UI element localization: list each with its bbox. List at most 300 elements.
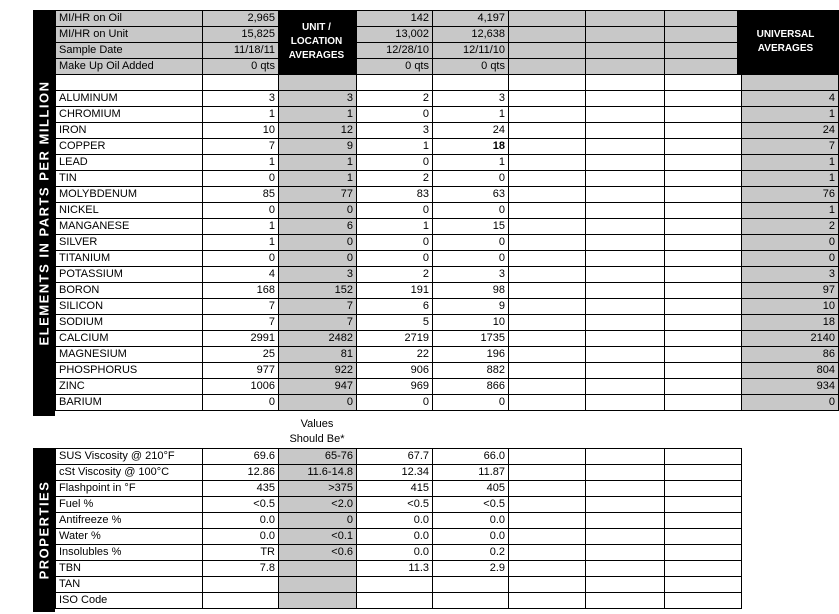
element-name: POTASSIUM (56, 267, 203, 283)
element-name: SILVER (56, 235, 203, 251)
element-name: MANGANESE (56, 219, 203, 235)
property-value-col3: 0.0 (357, 529, 433, 545)
header-empty-col6 (586, 43, 665, 59)
element-value-col1: 3 (203, 91, 279, 107)
element-universal-average: 0 (742, 251, 839, 267)
header-value-col4: 12/11/10 (433, 43, 509, 59)
element-value-col1: 4 (203, 267, 279, 283)
element-universal-average: 1 (742, 155, 839, 171)
header-value-col1: 0 qts (203, 59, 279, 75)
element-empty-col7 (665, 315, 742, 331)
element-empty-col7 (665, 123, 742, 139)
element-unit-average: 81 (279, 347, 357, 363)
element-empty-col6 (586, 315, 665, 331)
property-name: Antifreeze % (56, 513, 203, 529)
element-name: SODIUM (56, 315, 203, 331)
element-unit-average: 2482 (279, 331, 357, 347)
element-universal-average: 0 (742, 395, 839, 411)
header-row-label: MI/HR on Unit (56, 27, 203, 43)
element-universal-average: 86 (742, 347, 839, 363)
element-value-col3: 191 (357, 283, 433, 299)
property-value-col1: 7.8 (203, 561, 279, 577)
element-value-col1: 7 (203, 299, 279, 315)
element-value-col4: 24 (433, 123, 509, 139)
spacer-cell (56, 75, 203, 91)
property-name: Flashpoint in °F (56, 481, 203, 497)
spacer-cell (433, 75, 509, 91)
property-value-col1: 12.86 (203, 465, 279, 481)
element-name: NICKEL (56, 203, 203, 219)
property-name: ISO Code (56, 593, 203, 609)
properties-table (55, 448, 742, 609)
property-empty-col7 (665, 513, 742, 529)
element-empty-col5 (509, 123, 586, 139)
property-value-col4: 0.0 (433, 529, 509, 545)
property-value-col4 (433, 593, 509, 609)
element-empty-col6 (586, 91, 665, 107)
element-unit-average: 947 (279, 379, 357, 395)
element-value-col4: 3 (433, 267, 509, 283)
element-empty-col5 (509, 299, 586, 315)
values-note-line-1: Values (300, 418, 334, 430)
element-unit-average: 7 (279, 299, 357, 315)
element-empty-col7 (665, 139, 742, 155)
element-empty-col7 (665, 203, 742, 219)
property-empty-col7 (665, 593, 742, 609)
element-empty-col7 (665, 363, 742, 379)
element-name: MAGNESIUM (56, 347, 203, 363)
element-universal-average: 97 (742, 283, 839, 299)
header-empty-col5 (509, 27, 586, 43)
element-empty-col5 (509, 347, 586, 363)
header-value-col4: 0 qts (433, 59, 509, 75)
property-empty-col5 (509, 449, 586, 465)
element-name: ZINC (56, 379, 203, 395)
element-empty-col7 (665, 187, 742, 203)
element-value-col4: 0 (433, 171, 509, 187)
property-empty-col5 (509, 529, 586, 545)
element-universal-average: 4 (742, 91, 839, 107)
element-empty-col5 (509, 203, 586, 219)
element-empty-col5 (509, 379, 586, 395)
property-should-be (279, 577, 357, 593)
element-value-col3: 22 (357, 347, 433, 363)
header-empty-col7 (665, 27, 742, 43)
element-empty-col6 (586, 331, 665, 347)
property-value-col4: 0.0 (433, 513, 509, 529)
header-empty-col7 (665, 43, 742, 59)
element-value-col1: 2991 (203, 331, 279, 347)
elements-table (55, 10, 839, 411)
element-empty-col5 (509, 267, 586, 283)
property-empty-col5 (509, 513, 586, 529)
element-value-col4: 866 (433, 379, 509, 395)
property-should-be (279, 561, 357, 577)
element-universal-average: 10 (742, 299, 839, 315)
property-value-col1: TR (203, 545, 279, 561)
property-should-be: <2.0 (279, 497, 357, 513)
element-value-col3: 0 (357, 203, 433, 219)
element-unit-average: 1 (279, 107, 357, 123)
property-value-col3 (357, 593, 433, 609)
header-empty-col6 (586, 27, 665, 43)
property-empty-col6 (586, 561, 665, 577)
property-value-col1: 0.0 (203, 529, 279, 545)
element-value-col4: 196 (433, 347, 509, 363)
element-empty-col5 (509, 219, 586, 235)
element-name: BARIUM (56, 395, 203, 411)
element-empty-col6 (586, 219, 665, 235)
element-universal-average: 7 (742, 139, 839, 155)
element-universal-average: 1 (742, 171, 839, 187)
property-value-col3: 415 (357, 481, 433, 497)
element-value-col3: 969 (357, 379, 433, 395)
element-empty-col6 (586, 267, 665, 283)
property-should-be: 65-76 (279, 449, 357, 465)
element-empty-col5 (509, 283, 586, 299)
header-empty-col5 (509, 43, 586, 59)
universal-header-line-1: UNIVERSAL (756, 29, 815, 40)
property-name: Insolubles % (56, 545, 203, 561)
element-universal-average: 934 (742, 379, 839, 395)
element-empty-col5 (509, 331, 586, 347)
element-value-col3: 2 (357, 171, 433, 187)
spacer-cell (357, 75, 433, 91)
header-row-label: Make Up Oil Added (56, 59, 203, 75)
element-unit-average: 0 (279, 251, 357, 267)
element-value-col4: 10 (433, 315, 509, 331)
property-empty-col5 (509, 481, 586, 497)
element-value-col1: 1 (203, 235, 279, 251)
element-value-col4: 882 (433, 363, 509, 379)
element-value-col3: 0 (357, 107, 433, 123)
element-empty-col7 (665, 267, 742, 283)
properties-sidebar (33, 448, 55, 612)
element-value-col3: 1 (357, 219, 433, 235)
property-value-col4 (433, 577, 509, 593)
element-value-col1: 1006 (203, 379, 279, 395)
element-universal-average: 76 (742, 187, 839, 203)
element-empty-col5 (509, 395, 586, 411)
element-empty-col5 (509, 235, 586, 251)
property-empty-col6 (586, 593, 665, 609)
unit-header-line-2: LOCATION (290, 36, 343, 47)
property-value-col3: 0.0 (357, 545, 433, 561)
element-value-col3: 0 (357, 251, 433, 267)
property-value-col3 (357, 577, 433, 593)
header-empty-col7 (665, 11, 742, 27)
element-name: ALUMINUM (56, 91, 203, 107)
property-empty-col5 (509, 561, 586, 577)
header-value-col1: 11/18/11 (203, 43, 279, 59)
properties-title: PROPERTIES (36, 480, 52, 580)
element-unit-average: 12 (279, 123, 357, 139)
element-unit-average: 6 (279, 219, 357, 235)
property-empty-col7 (665, 465, 742, 481)
element-empty-col7 (665, 91, 742, 107)
property-should-be: 0 (279, 513, 357, 529)
property-value-col3: 11.3 (357, 561, 433, 577)
property-empty-col6 (586, 449, 665, 465)
property-empty-col7 (665, 577, 742, 593)
element-universal-average: 18 (742, 315, 839, 331)
property-name: Fuel % (56, 497, 203, 513)
property-name: Water % (56, 529, 203, 545)
element-unit-average: 3 (279, 267, 357, 283)
element-empty-col6 (586, 107, 665, 123)
header-value-col4: 4,197 (433, 11, 509, 27)
property-value-col4: <0.5 (433, 497, 509, 513)
element-value-col1: 7 (203, 315, 279, 331)
spacer-cell (279, 75, 357, 91)
property-empty-col7 (665, 561, 742, 577)
element-unit-average: 0 (279, 395, 357, 411)
element-empty-col7 (665, 235, 742, 251)
element-empty-col6 (586, 171, 665, 187)
property-value-col4: 66.0 (433, 449, 509, 465)
property-empty-col6 (586, 545, 665, 561)
element-name: PHOSPHORUS (56, 363, 203, 379)
element-empty-col7 (665, 107, 742, 123)
header-empty-col5 (509, 11, 586, 27)
element-empty-col5 (509, 91, 586, 107)
element-empty-col6 (586, 123, 665, 139)
element-value-col4: 15 (433, 219, 509, 235)
header-empty-col7 (665, 59, 742, 75)
property-empty-col6 (586, 577, 665, 593)
element-name: COPPER (56, 139, 203, 155)
element-empty-col7 (665, 219, 742, 235)
element-value-col1: 10 (203, 123, 279, 139)
property-value-col3: 0.0 (357, 513, 433, 529)
element-unit-average: 1 (279, 155, 357, 171)
universal-header-line-2: AVERAGES (757, 43, 814, 54)
property-should-be: <0.1 (279, 529, 357, 545)
header-value-col3: 142 (357, 11, 433, 27)
element-name: TIN (56, 171, 203, 187)
property-value-col1: <0.5 (203, 497, 279, 513)
element-empty-col7 (665, 299, 742, 315)
property-value-col1: 69.6 (203, 449, 279, 465)
element-value-col1: 0 (203, 251, 279, 267)
element-empty-col5 (509, 251, 586, 267)
element-value-col3: 83 (357, 187, 433, 203)
element-empty-col6 (586, 251, 665, 267)
spacer-cell (203, 75, 279, 91)
element-value-col1: 168 (203, 283, 279, 299)
property-name: TAN (56, 577, 203, 593)
element-empty-col5 (509, 315, 586, 331)
element-value-col3: 0 (357, 235, 433, 251)
property-value-col4: 405 (433, 481, 509, 497)
element-name: LEAD (56, 155, 203, 171)
spacer-cell (665, 75, 742, 91)
element-unit-average: 3 (279, 91, 357, 107)
element-empty-col6 (586, 203, 665, 219)
element-universal-average: 1 (742, 107, 839, 123)
header-value-col1: 15,825 (203, 27, 279, 43)
header-value-col3: 12/28/10 (357, 43, 433, 59)
element-empty-col6 (586, 363, 665, 379)
property-should-be: >375 (279, 481, 357, 497)
property-empty-col5 (509, 577, 586, 593)
element-empty-col7 (665, 379, 742, 395)
element-empty-col7 (665, 331, 742, 347)
element-name: CHROMIUM (56, 107, 203, 123)
element-empty-col7 (665, 283, 742, 299)
element-value-col1: 1 (203, 219, 279, 235)
element-unit-average: 7 (279, 315, 357, 331)
spacer-cell (586, 75, 665, 91)
element-empty-col6 (586, 235, 665, 251)
property-empty-col7 (665, 545, 742, 561)
element-value-col1: 7 (203, 139, 279, 155)
element-universal-average: 804 (742, 363, 839, 379)
element-unit-average: 152 (279, 283, 357, 299)
element-universal-average: 3 (742, 267, 839, 283)
element-unit-average: 1 (279, 171, 357, 187)
property-empty-col5 (509, 497, 586, 513)
property-empty-col6 (586, 529, 665, 545)
property-empty-col5 (509, 545, 586, 561)
header-value-col3: 0 qts (357, 59, 433, 75)
element-name: IRON (56, 123, 203, 139)
element-value-col1: 85 (203, 187, 279, 203)
element-value-col1: 0 (203, 395, 279, 411)
property-name: TBN (56, 561, 203, 577)
element-value-col4: 0 (433, 251, 509, 267)
element-value-col4: 1735 (433, 331, 509, 347)
element-empty-col6 (586, 379, 665, 395)
property-empty-col6 (586, 513, 665, 529)
property-should-be: <0.6 (279, 545, 357, 561)
element-unit-average: 0 (279, 203, 357, 219)
property-should-be (279, 593, 357, 609)
element-value-col4: 1 (433, 155, 509, 171)
elements-sidebar (33, 10, 55, 416)
element-universal-average: 0 (742, 235, 839, 251)
property-value-col3: <0.5 (357, 497, 433, 513)
property-empty-col7 (665, 449, 742, 465)
property-value-col3: 67.7 (357, 449, 433, 465)
element-empty-col7 (665, 395, 742, 411)
property-should-be: 11.6-14.8 (279, 465, 357, 481)
property-value-col1: 0.0 (203, 513, 279, 529)
element-empty-col6 (586, 299, 665, 315)
property-value-col4: 2.9 (433, 561, 509, 577)
property-value-col3: 12.34 (357, 465, 433, 481)
unit-location-averages-header (278, 10, 355, 74)
element-value-col1: 977 (203, 363, 279, 379)
header-row-label: MI/HR on Oil (56, 11, 203, 27)
element-value-col4: 18 (433, 139, 509, 155)
property-name: SUS Viscosity @ 210°F (56, 449, 203, 465)
element-name: SILICON (56, 299, 203, 315)
element-universal-average: 1 (742, 203, 839, 219)
element-value-col1: 0 (203, 203, 279, 219)
element-unit-average: 0 (279, 235, 357, 251)
elements-title: ELEMENTS IN PARTS PER MILLION (36, 80, 52, 346)
header-value-col4: 12,638 (433, 27, 509, 43)
property-empty-col6 (586, 497, 665, 513)
property-empty-col7 (665, 497, 742, 513)
property-value-col1: 435 (203, 481, 279, 497)
property-value-col1 (203, 577, 279, 593)
element-value-col1: 25 (203, 347, 279, 363)
element-unit-average: 9 (279, 139, 357, 155)
element-name: CALCIUM (56, 331, 203, 347)
element-value-col4: 1 (433, 107, 509, 123)
property-name: cSt Viscosity @ 100°C (56, 465, 203, 481)
property-empty-col7 (665, 481, 742, 497)
element-value-col1: 1 (203, 107, 279, 123)
element-value-col4: 63 (433, 187, 509, 203)
element-value-col3: 0 (357, 155, 433, 171)
element-value-col4: 0 (433, 395, 509, 411)
unit-header-line-1: UNIT / (302, 22, 331, 33)
element-empty-col6 (586, 155, 665, 171)
header-value-col3: 13,002 (357, 27, 433, 43)
element-value-col3: 2 (357, 91, 433, 107)
element-empty-col5 (509, 363, 586, 379)
element-empty-col6 (586, 187, 665, 203)
property-empty-col6 (586, 481, 665, 497)
header-value-col1: 2,965 (203, 11, 279, 27)
header-empty-col6 (586, 59, 665, 75)
element-empty-col7 (665, 347, 742, 363)
element-name: BORON (56, 283, 203, 299)
element-empty-col5 (509, 187, 586, 203)
element-empty-col7 (665, 251, 742, 267)
property-empty-col6 (586, 465, 665, 481)
element-value-col3: 1 (357, 139, 433, 155)
element-value-col3: 2719 (357, 331, 433, 347)
values-note-line-2: Should Be* (289, 433, 345, 445)
element-value-col3: 2 (357, 267, 433, 283)
values-should-be-note (278, 417, 356, 447)
element-value-col4: 0 (433, 203, 509, 219)
element-empty-col6 (586, 283, 665, 299)
element-empty-col5 (509, 107, 586, 123)
property-empty-col5 (509, 465, 586, 481)
property-empty-col5 (509, 593, 586, 609)
element-empty-col5 (509, 155, 586, 171)
header-empty-col5 (509, 59, 586, 75)
universal-averages-header (737, 10, 834, 74)
spacer-cell (509, 75, 586, 91)
element-universal-average: 2 (742, 219, 839, 235)
element-value-col4: 3 (433, 91, 509, 107)
element-value-col1: 1 (203, 155, 279, 171)
element-value-col4: 0 (433, 235, 509, 251)
element-value-col3: 5 (357, 315, 433, 331)
element-unit-average: 77 (279, 187, 357, 203)
element-value-col4: 9 (433, 299, 509, 315)
element-universal-average: 24 (742, 123, 839, 139)
element-name: TITANIUM (56, 251, 203, 267)
element-empty-col6 (586, 395, 665, 411)
element-value-col3: 6 (357, 299, 433, 315)
property-value-col4: 0.2 (433, 545, 509, 561)
element-universal-average: 2140 (742, 331, 839, 347)
property-value-col1 (203, 593, 279, 609)
header-row-label: Sample Date (56, 43, 203, 59)
spacer-cell (742, 75, 839, 91)
element-name: MOLYBDENUM (56, 187, 203, 203)
element-empty-col5 (509, 139, 586, 155)
element-empty-col6 (586, 347, 665, 363)
property-value-col4: 11.87 (433, 465, 509, 481)
